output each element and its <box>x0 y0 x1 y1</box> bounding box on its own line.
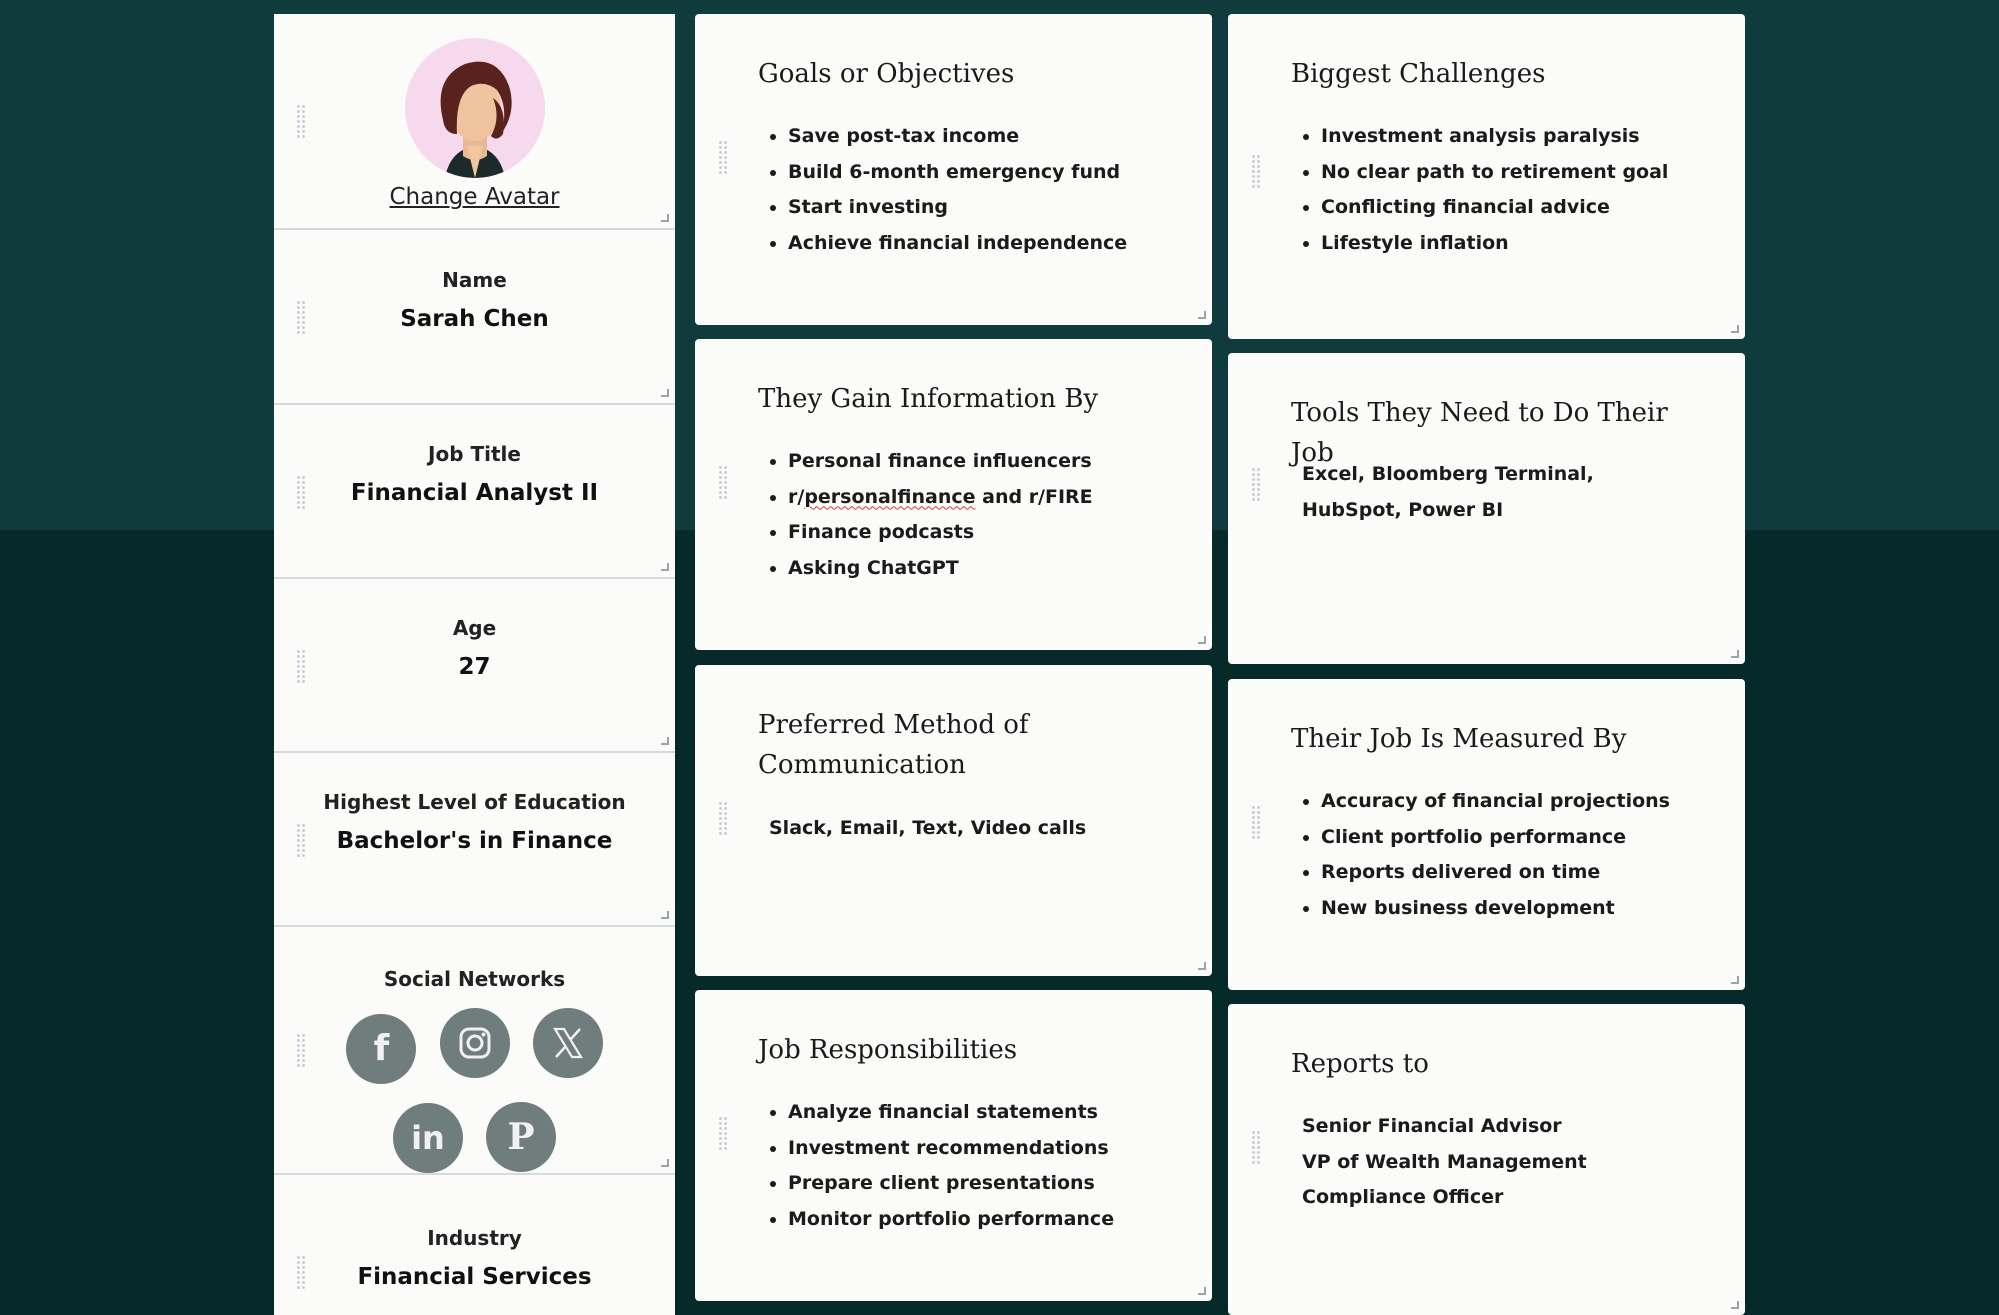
responsibilities-title: Job Responsibilities <box>758 1035 1018 1065</box>
resize-handle-icon[interactable] <box>1198 636 1206 644</box>
drag-handle-icon[interactable] <box>718 140 728 176</box>
social-networks-section <box>274 927 675 1175</box>
list-item[interactable]: • Conflicting financial advice <box>1321 190 1668 226</box>
drag-handle-icon[interactable] <box>296 823 306 859</box>
list-item[interactable]: • Asking ChatGPT <box>788 551 1093 587</box>
communication-title: Preferred Method of Communication <box>758 710 1029 780</box>
responsibilities-list <box>758 1095 1114 1237</box>
industry-value[interactable]: Financial Services <box>357 1264 592 1290</box>
resize-handle-icon[interactable] <box>661 214 669 222</box>
avatar-section <box>274 14 675 230</box>
subreddit-prefix: r/ <box>788 485 805 508</box>
drag-handle-icon[interactable] <box>718 465 728 501</box>
list-item[interactable] <box>788 480 1093 516</box>
list-item[interactable]: • New business development <box>1321 891 1670 927</box>
facebook-icon[interactable]: f <box>346 1014 416 1084</box>
reports-to-card <box>1228 1004 1745 1315</box>
industry-label: Industry <box>427 1226 522 1250</box>
challenges-card <box>1228 14 1745 339</box>
list-item[interactable]: • Investment analysis paralysis <box>1321 119 1668 155</box>
drag-handle-icon[interactable] <box>1251 154 1261 190</box>
reports-to-line: Senior Financial Advisor <box>1302 1115 1562 1137</box>
challenges-list <box>1291 119 1668 261</box>
education-label: Highest Level of Education <box>323 790 626 814</box>
job-title-value[interactable]: Financial Analyst II <box>350 480 599 506</box>
list-item[interactable]: • Accuracy of financial projections <box>1321 784 1670 820</box>
profile-column <box>274 14 675 1315</box>
pinterest-icon[interactable]: P <box>486 1102 556 1172</box>
list-item[interactable]: • Lifestyle inflation <box>1321 226 1668 262</box>
name-value[interactable]: Sarah Chen <box>400 306 549 332</box>
measured-card <box>1228 679 1745 990</box>
challenges-title: Biggest Challenges <box>1291 59 1546 89</box>
drag-handle-icon[interactable] <box>1251 805 1261 841</box>
resize-handle-icon[interactable] <box>661 389 669 397</box>
drag-handle-icon[interactable] <box>718 1116 728 1152</box>
drag-handle-icon[interactable] <box>1251 1130 1261 1166</box>
instagram-icon[interactable] <box>440 1008 510 1078</box>
job-title-label: Job Title <box>428 442 521 466</box>
goals-title: Goals or Objectives <box>758 59 1015 89</box>
list-item[interactable]: • Finance podcasts <box>788 515 1093 551</box>
job-title-section <box>274 405 675 579</box>
list-item[interactable]: • Investment recommendations <box>788 1131 1114 1167</box>
social-networks-label: Social Networks <box>383 967 566 991</box>
information-list <box>758 444 1093 586</box>
age-label: Age <box>452 616 497 640</box>
list-item-text: and r/FIRE <box>982 485 1093 508</box>
age-section <box>274 579 675 753</box>
x-icon[interactable] <box>533 1008 603 1078</box>
resize-handle-icon[interactable] <box>1731 650 1739 658</box>
list-item[interactable]: • Analyze financial statements <box>788 1095 1114 1131</box>
drag-handle-icon[interactable] <box>718 801 728 837</box>
measured-list <box>1291 784 1670 926</box>
drag-handle-icon[interactable] <box>296 649 306 685</box>
linkedin-icon[interactable]: in <box>393 1103 463 1173</box>
education-section <box>274 753 675 927</box>
resize-handle-icon[interactable] <box>661 1159 669 1167</box>
goals-list <box>758 119 1127 261</box>
drag-handle-icon[interactable] <box>296 1033 306 1069</box>
responsibilities-card <box>695 990 1212 1301</box>
list-item[interactable]: • Achieve financial independence <box>788 226 1127 262</box>
list-item[interactable]: • Client portfolio performance <box>1321 820 1670 856</box>
list-item[interactable]: • Personal finance influencers <box>788 444 1093 480</box>
drag-handle-icon[interactable] <box>296 1255 306 1291</box>
drag-handle-icon[interactable] <box>296 475 306 511</box>
resize-handle-icon[interactable] <box>661 563 669 571</box>
name-label: Name <box>442 268 507 292</box>
resize-handle-icon[interactable] <box>1731 325 1739 333</box>
resize-handle-icon[interactable] <box>1198 962 1206 970</box>
goals-card <box>695 14 1212 325</box>
information-title: They Gain Information By <box>758 384 1099 414</box>
tools-title: Tools They Need to Do Their Job <box>1291 398 1668 468</box>
drag-handle-icon[interactable] <box>296 300 306 336</box>
list-item[interactable]: • Monitor portfolio performance <box>788 1202 1114 1238</box>
resize-handle-icon[interactable] <box>1198 311 1206 319</box>
resize-handle-icon[interactable] <box>1731 1301 1739 1309</box>
spellcheck-word: personalfinance <box>804 485 976 508</box>
reports-to-text[interactable] <box>1302 1109 1705 1216</box>
reports-to-line: Compliance Officer <box>1302 1186 1504 1208</box>
education-value[interactable]: Bachelor's in Finance <box>336 828 613 854</box>
list-item[interactable]: • Start investing <box>788 190 1127 226</box>
list-item[interactable]: • Prepare client presentations <box>788 1166 1114 1202</box>
measured-title: Their Job Is Measured By <box>1291 724 1627 754</box>
list-item[interactable]: • Build 6-month emergency fund <box>788 155 1127 191</box>
woman-avatar-icon <box>405 38 545 178</box>
list-item[interactable]: • Save post-tax income <box>788 119 1127 155</box>
change-avatar-link[interactable]: Change Avatar <box>389 184 560 210</box>
resize-handle-icon[interactable] <box>1198 1287 1206 1295</box>
drag-handle-icon[interactable] <box>296 104 306 140</box>
age-value[interactable]: 27 <box>458 654 491 680</box>
communication-text[interactable]: Slack, Email, Text, Video calls <box>769 817 1087 839</box>
reports-to-title: Reports to <box>1291 1049 1429 1079</box>
communication-card <box>695 665 1212 976</box>
reports-to-line: VP of Wealth Management <box>1302 1150 1587 1173</box>
avatar <box>405 38 545 178</box>
name-section <box>274 230 675 405</box>
list-item[interactable]: • Reports delivered on time <box>1321 855 1670 891</box>
resize-handle-icon[interactable] <box>1731 976 1739 984</box>
drag-handle-icon[interactable] <box>1251 467 1261 503</box>
list-item[interactable]: • No clear path to retirement goal <box>1321 155 1668 191</box>
resize-handle-icon[interactable] <box>661 737 669 745</box>
tools-text[interactable]: Excel, Bloomberg Terminal, HubSpot, Power BI <box>1302 463 1594 521</box>
tools-card <box>1228 353 1745 664</box>
resize-handle-icon[interactable] <box>661 911 669 919</box>
industry-section <box>274 1175 675 1315</box>
information-card <box>695 339 1212 650</box>
